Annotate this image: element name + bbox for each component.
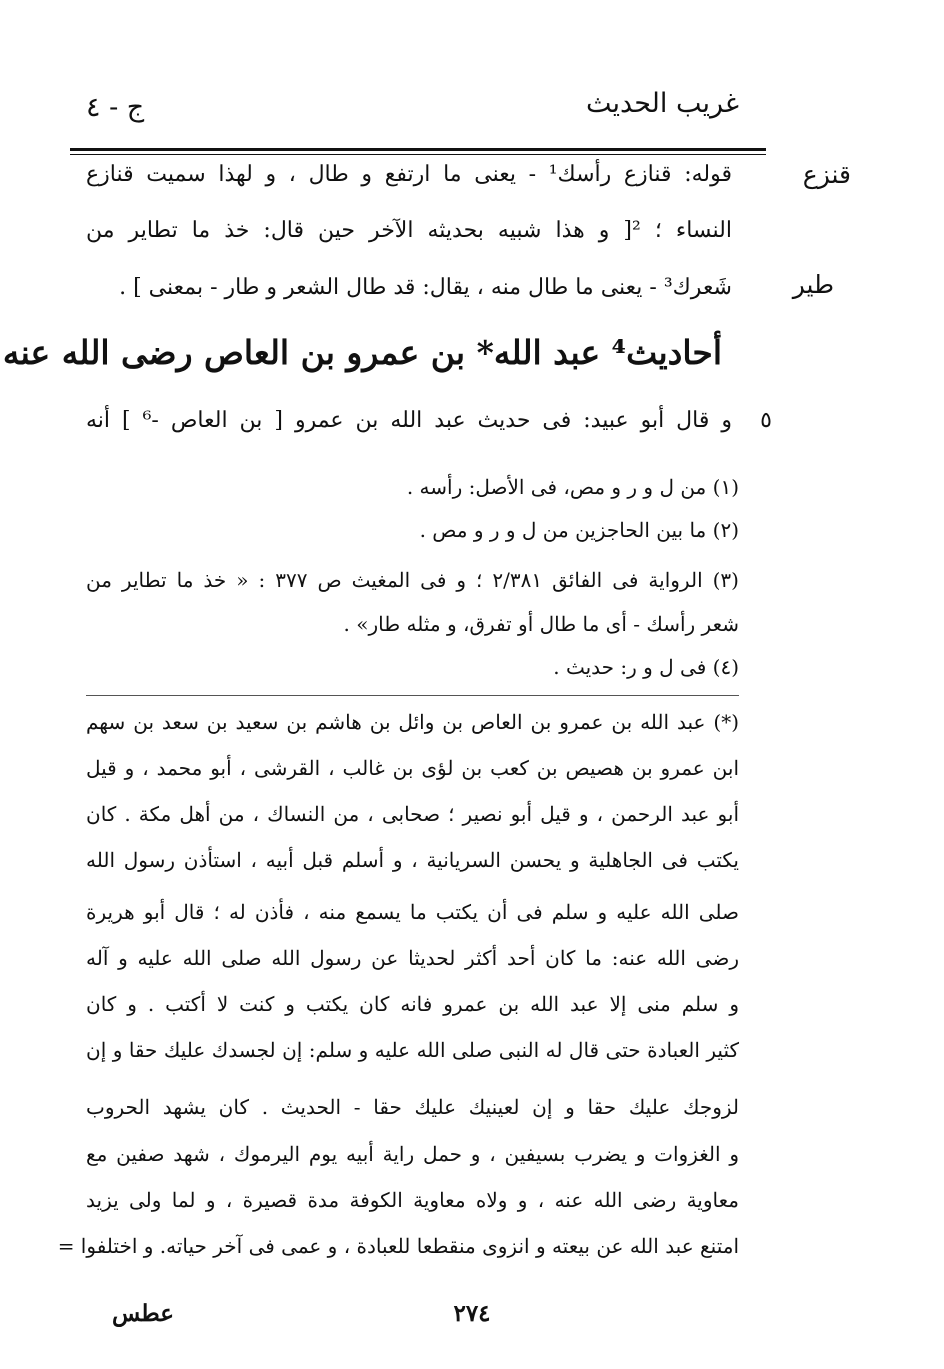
bio-line-10: و الغزوات و يضرب بسيفين ، و حمل راية أبيه يوم اليرموك ، شهد صفين مع bbox=[86, 1142, 739, 1166]
section-heading: أحاديث⁴ عبد الله* بن عمرو بن العاص رضى الله عنه bbox=[2, 333, 722, 372]
body-line-2: النساء ؛ ²[ و هذا شبيه بحديثه الآخر حين قال: خذ ما تطاير من bbox=[86, 218, 733, 243]
bio-line-1: (*) عبد الله بن عمرو بن العاص بن وائل بن هاشم بن سعيد بن سعد بن سهم bbox=[86, 710, 739, 734]
bio-line-12: امتنع عبد الله عن بيعته و انزوى منقطعا للعبادة ، و عمى فى آخر حياته. و اختلفوا = bbox=[57, 1234, 739, 1258]
running-header-title: غريب الحديث bbox=[586, 88, 739, 119]
footnote-1: (١) من ل و ر و مص، فى الأصل: رأسه . bbox=[406, 475, 739, 499]
bio-line-7: و سلم منى إلا عبد الله بن عمرو فانه كان يكتب و كنت لا أكتب . و كان bbox=[86, 992, 739, 1016]
bio-line-6: رضى الله عنه: ما كان أحد أكثر لحديثا عن رسول الله صلى الله عليه و آله bbox=[86, 946, 739, 970]
bio-line-2: ابن عمرو بن هصيص بن كعب بن لؤى بن غالب ، القرشى ، أبو محمد ، و قيل bbox=[86, 756, 739, 780]
header-rule-thin bbox=[70, 154, 766, 155]
intro-line: و قال أبو عبيد: فى حديث عبد الله بن عمرو [ بن العاص -⁶ ] أنه bbox=[86, 408, 732, 433]
running-header-volume: ج - ٤ bbox=[86, 92, 145, 123]
header-rule bbox=[70, 148, 766, 151]
footnote-3: (٣) الرواية فى الفائق ٢/٣٨١ ؛ و فى المغيث ص ٣٧٧ : « خذ ما تطاير من bbox=[86, 568, 739, 592]
margin-line-number: ٥ bbox=[760, 408, 772, 433]
footnote-2: (٢) ما بين الحاجزين من ل و ر و مص . bbox=[419, 518, 739, 542]
margin-keyword-tayr: طير bbox=[792, 270, 834, 299]
bio-line-3: أبو عبد الرحمن ، و قيل أبو نصير ؛ صحابى ، من النساك ، من أهل مكة . كان bbox=[86, 802, 739, 826]
footnote-3-continued: شعر رأسك - أى ما طال أو تفرق، و مثله طار» . bbox=[343, 612, 739, 636]
body-line-3: شَعرك³ - يعنى ما طال منه ، يقال: قد طال الشعر و طار - بمعنى ] . bbox=[119, 275, 732, 300]
bio-line-5: صلى الله عليه و سلم فى أن يكتب ما يسمع منه ، فأذن له ؛ قال أبو هريرة bbox=[86, 900, 739, 924]
footnote-4: (٤) فى ل و ر: حديث . bbox=[553, 655, 739, 679]
bio-line-8: كثير العبادة حتى قال له النبى صلى الله عليه و سلم: إن لجسدك عليك حقا و إن bbox=[86, 1038, 739, 1062]
bio-line-11: معاوية رضى الله عنه ، و ولاه معاوية الكوفة مدة قصيرة ، و لما ولى يزيد bbox=[86, 1188, 739, 1212]
printer-signature: عطس bbox=[112, 1300, 174, 1327]
body-line-1: قوله: قنازع رأسك¹ - يعنى ما ارتفع و طال ، و لهذا سميت قنازع bbox=[86, 162, 732, 187]
bio-separator bbox=[86, 695, 739, 696]
bio-line-9: لزوجك عليك حقا و إن لعينيك عليك حقا - الحديث . كان يشهد الحروب bbox=[86, 1095, 739, 1119]
bio-line-4: يكتب فى الجاهلية و يحسن السريانية ، و أسلم قبل أبيه ، استأذن رسول الله bbox=[86, 848, 739, 872]
page-number: ٢٧٤ bbox=[453, 1300, 491, 1327]
margin-keyword-qunzu: قنزع bbox=[802, 160, 851, 189]
